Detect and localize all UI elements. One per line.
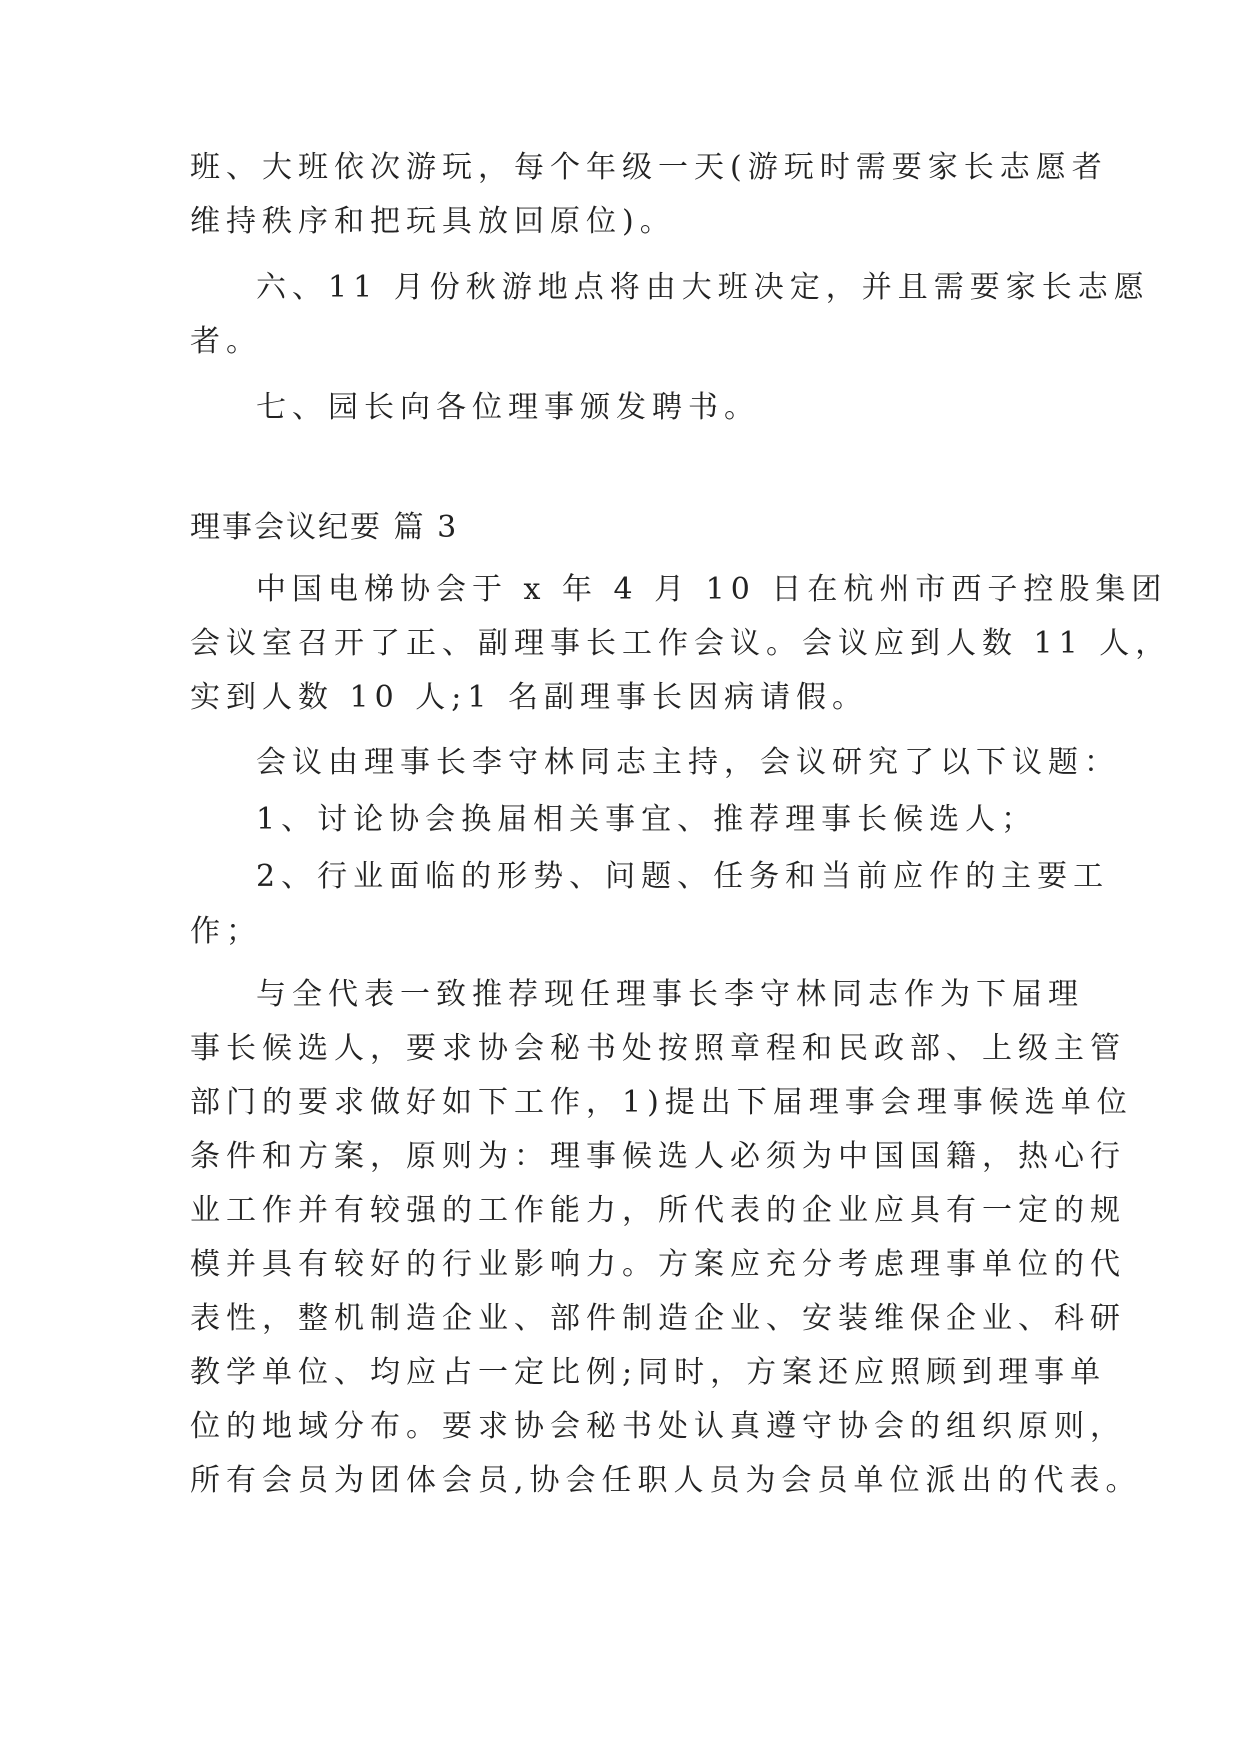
text-line: 2、行业面临的形势、问题、任务和当前应作的主要工 bbox=[256, 859, 1110, 894]
text-line: 作； bbox=[190, 914, 262, 949]
text-line: 教学单位、均应占一定比例;同时，方案还应照顾到理事单 bbox=[190, 1355, 1107, 1390]
text-line: 部门的要求做好如下工作，1)提出下届理事会理事候选单位 bbox=[190, 1085, 1133, 1120]
text-line: 会议由理事长李守林同志主持，会议研究了以下议题： bbox=[256, 745, 1120, 780]
text-line: 事长候选人，要求协会秘书处按照章程和民政部、上级主管 bbox=[190, 1031, 1126, 1066]
text-line: 者。 bbox=[190, 324, 262, 359]
text-line: 会议室召开了正、副理事长工作会议。会议应到人数 11 人， bbox=[190, 626, 1172, 661]
text-line: 1、讨论协会换届相关事宜、推荐理事长候选人； bbox=[256, 802, 1038, 837]
text-line: 实到人数 10 人;1 名副理事长因病请假。 bbox=[190, 680, 868, 715]
text-line: 班、大班依次游玩，每个年级一天(游玩时需要家长志愿者 bbox=[190, 150, 1108, 185]
text-line: 七、园长向各位理事颁发聘书。 bbox=[256, 390, 760, 425]
text-line: 与全代表一致推荐现任理事长李守林同志作为下届理 bbox=[256, 977, 1084, 1012]
text-line: 六、11 月份秋游地点将由大班决定，并且需要家长志愿 bbox=[256, 270, 1150, 305]
text-line: 位的地域分布。要求协会秘书处认真遵守协会的组织原则， bbox=[190, 1409, 1126, 1444]
text-line: 表性，整机制造企业、部件制造企业、安装维保企业、科研 bbox=[190, 1301, 1126, 1336]
text-line: 维持秩序和把玩具放回原位)。 bbox=[190, 204, 676, 239]
section-title: 理事会议纪要 篇 3 bbox=[190, 510, 459, 545]
text-line: 业工作并有较强的工作能力，所代表的企业应具有一定的规 bbox=[190, 1193, 1126, 1228]
text-line: 模并具有较好的行业影响力。方案应充分考虑理事单位的代 bbox=[190, 1247, 1126, 1282]
text-line: 所有会员为团体会员,协会任职人员为会员单位派出的代表。 bbox=[190, 1463, 1142, 1498]
text-line: 中国电梯协会于 x 年 4 月 10 日在杭州市西子控股集团 bbox=[256, 572, 1168, 607]
text-line: 条件和方案，原则为：理事候选人必须为中国国籍，热心行 bbox=[190, 1139, 1126, 1174]
